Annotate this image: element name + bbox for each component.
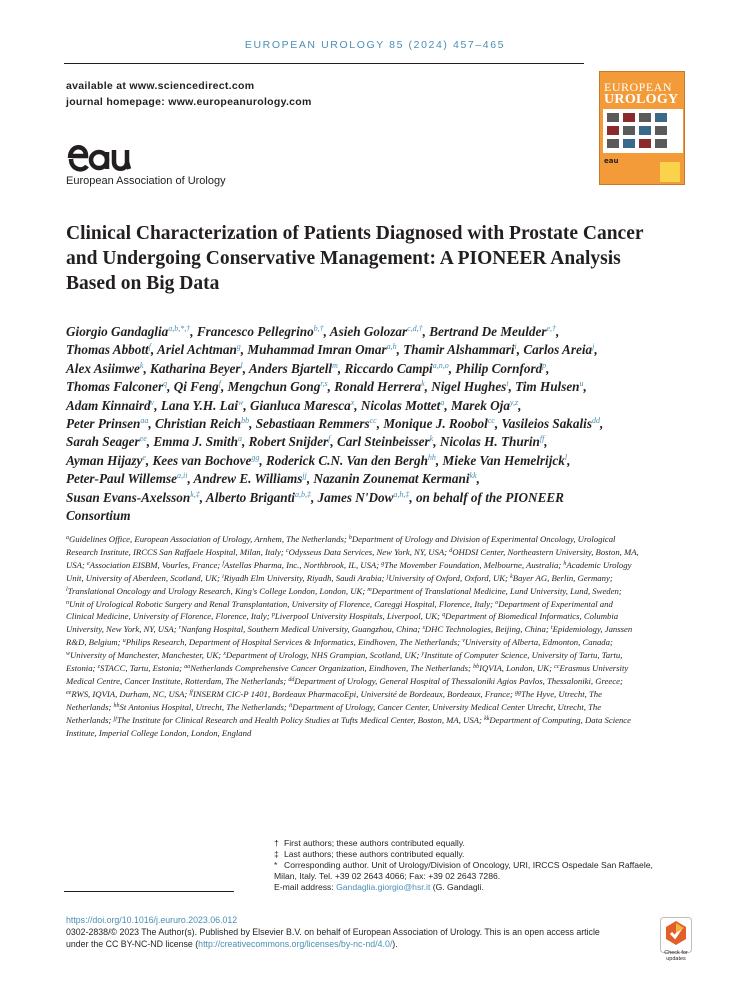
author-name: , Nazanin Zounemat Kermani [306, 471, 470, 487]
affiliation-text: Institute of Computer Science, University of Tartu, Tartu, [424, 650, 623, 661]
author-name: , Sebastiaan Remmers [249, 416, 370, 432]
affiliation-marker[interactable]: ee [139, 434, 147, 444]
affiliation-text: Netherlands; [66, 714, 114, 725]
author-name: , Mengchun Gong [220, 379, 321, 395]
affiliation-marker[interactable]: gg [251, 452, 260, 462]
affiliation-text: University, New York, NY, USA; [66, 624, 179, 635]
license-line [66, 938, 666, 950]
footnote-mark: ‡ [274, 849, 279, 860]
header-rule [64, 63, 584, 64]
author-name: , Christian Reich [148, 416, 242, 432]
affiliation-letter: f [222, 560, 225, 567]
affiliation-text: Translational Oncology and Urology Research, King's College London, London, UK; [67, 585, 368, 596]
author-name: , [544, 434, 548, 450]
affiliation-marker[interactable]: k [429, 434, 434, 444]
author-name: , [546, 360, 550, 376]
affiliation-marker[interactable]: a,ii [176, 471, 188, 481]
affiliation-letter: t [550, 625, 553, 632]
affiliation-marker[interactable]: e,† [546, 324, 557, 333]
affiliation-line [66, 585, 690, 598]
affiliation-letter: k [510, 573, 513, 580]
author-name: , Tim Hulsen [508, 379, 580, 395]
cover-eau-logo: eau [604, 157, 619, 165]
available-at-link[interactable]: available at www.sciencedirect.com [66, 80, 255, 92]
author-name: , Philip Cornford [448, 360, 543, 376]
email-line [274, 882, 704, 893]
affiliations [66, 533, 690, 740]
author-name: , [567, 452, 571, 468]
affiliation-text: Academic Urology [566, 559, 632, 570]
author-name: , Carlos Areia [516, 342, 593, 358]
affiliation-letter: hh [113, 702, 120, 709]
affiliation-letter: j [386, 573, 389, 580]
affiliation-text: Medical Centre, Cancer Institute, Rotterdam, The Netherlands; [66, 675, 289, 686]
affiliation-text: RWS, IQVIA, Durham, NC, USA; [71, 688, 190, 699]
affiliation-text: STACC, Tartu, Estonia; [99, 663, 185, 674]
affiliation-text: INSERM CIC-P 1401, Bordeaux PharmacoEpi, Université de Bordeaux, Bordeaux, France; [192, 688, 516, 699]
affiliation-letter: g [381, 560, 385, 567]
author-name: , Nigel Hughes [424, 379, 507, 395]
author-name: , Bertrand De Meulder [422, 324, 547, 339]
affiliation-marker[interactable]: k [421, 379, 425, 389]
author-name: Ayman Hijazy [66, 452, 143, 468]
author-line [66, 433, 696, 451]
check-for-updates-icon[interactable] [660, 917, 692, 953]
affiliation-text: Estonia; [66, 663, 98, 674]
affiliation-marker[interactable]: bb [241, 416, 250, 426]
affiliation-letter: bb [473, 664, 480, 671]
author-name: Adam Kinnaird [66, 397, 151, 413]
author-name: Peter-Paul Willemse [66, 471, 177, 487]
affiliation-letter: aa [184, 664, 191, 671]
affiliation-letter: ii [288, 702, 293, 709]
affiliation-letter: ee [66, 689, 72, 696]
affiliation-text: The Institute for Clinical Research and Health Policy Studies at Tufts Medical Center, Boston, MA, USA; [116, 714, 485, 725]
affiliation-line [66, 572, 690, 585]
author-line [66, 323, 696, 341]
author-name: , [556, 324, 560, 339]
author-name: , Ariel Achtman [150, 342, 237, 358]
affiliation-letter: r [178, 625, 182, 632]
affiliation-text: Department of Urology and Division of Experimental Oncology, Urological [351, 534, 616, 544]
author-name: , Asieh Golozar [323, 324, 408, 339]
affiliation-text: Epidemiology, Janssen [552, 624, 633, 635]
affiliation-marker[interactable]: hh [427, 452, 436, 462]
affiliation-marker[interactable]: dd [591, 416, 600, 426]
affiliation-marker[interactable]: a,h,‡ [393, 489, 410, 499]
author-name: , [599, 416, 604, 432]
affiliation-text: Department of Experimental and [498, 598, 613, 609]
title-line: Based on Big Data [66, 273, 220, 294]
author-name: , Monique J. Roobol [376, 416, 488, 432]
author-name: , [476, 471, 480, 487]
author-line [66, 341, 696, 359]
affiliation-letter: w [66, 651, 71, 658]
author-name: , Thamir Alshammari [396, 342, 515, 358]
author-line [66, 452, 696, 470]
affiliation-text: Institute, Imperial College London, London, England [66, 727, 252, 738]
author-name: , Lana Y.H. Lai [154, 397, 238, 413]
journal-reference: EUROPEAN UROLOGY 85 (2024) 457–465 [244, 39, 506, 51]
affiliation-letter: u [122, 638, 126, 645]
society-name: European Association of Urology [66, 175, 226, 187]
cover-impact-badge [660, 162, 680, 182]
author-name: , Alberto Briganti [199, 489, 295, 505]
affiliation-marker[interactable]: f [148, 342, 151, 352]
corresponding-author-contact: Milan, Italy. Tel. +39 02 2643 4066; Fax: +39 02 2643 7286. [274, 871, 501, 882]
author-line [66, 360, 696, 378]
footnote-text: Corresponding author. Unit of Urology/Division of Oncology, URI, IRCCS Ospedale San Raffaele, [284, 860, 653, 871]
footnote-mark: * [274, 860, 278, 871]
affiliation-line [66, 533, 690, 546]
author-name: , Qi Feng [167, 379, 219, 395]
affiliation-marker[interactable]: kk [469, 471, 477, 481]
doi-link[interactable]: https://doi.org/10.1016/j.eururo.2023.06.012 [66, 915, 238, 925]
affiliation-letter: x [223, 651, 226, 658]
affiliation-marker[interactable]: cc [487, 416, 495, 426]
affiliation-line [66, 610, 690, 623]
author-name: Susan Evans-Axelsson [66, 489, 191, 505]
affiliation-letter: c [285, 547, 289, 554]
license-link[interactable]: http://creativecommons.org/licenses/by-nc-nd/4.0/ [198, 939, 393, 950]
license-suffix: ). [392, 939, 398, 950]
article-title [66, 221, 706, 296]
author-name: Alex Asiimwe [66, 360, 140, 376]
check-for-updates-label [652, 950, 700, 962]
affiliation-text: Odysseus Data Services, New York, NY, USA; [288, 546, 450, 557]
affiliation-text: Nanfang Hospital, Southern Medical University, Guangzhou, China; [181, 624, 423, 635]
affiliation-marker[interactable]: ff [539, 434, 545, 444]
author-name: , [594, 342, 598, 358]
title-line: Clinical Characterization of Patients Diagnosed with Prostate Cancer [66, 223, 644, 244]
affiliation-marker[interactable]: a,n,o [432, 360, 449, 370]
affiliation-text: Riyadh Elm University, Riyadh, Saudi Arabia; [223, 572, 387, 583]
affiliation-marker[interactable]: j [592, 342, 595, 352]
author-name: , Gianluca Maresca [243, 397, 351, 413]
affiliation-text: Department of Computing, Data Science [489, 714, 632, 725]
author-name: , Carl Steinbeisser [330, 434, 430, 450]
affiliation-letter: m [367, 586, 372, 593]
affiliation-marker[interactable]: w [238, 397, 244, 407]
affiliation-text: University of Alberta, Edmonton, Canada; [464, 637, 613, 648]
author-name: , Riccardo Campi [337, 360, 433, 376]
author-name: , Nicolas Mottet [354, 397, 441, 413]
email-link[interactable]: Gandaglia.giorgio@hsr.it [336, 882, 431, 893]
affiliation-letter: kk [484, 715, 490, 722]
journal-homepage-link[interactable]: journal homepage: www.europeanurology.com [66, 96, 312, 108]
affiliation-line [66, 714, 690, 727]
author-line [66, 397, 696, 415]
affiliation-line [66, 662, 690, 675]
cover-title-line1: EUROPEAN [604, 80, 673, 94]
title-line: and Undergoing Conservative Management: A PIONEER Analysis [66, 248, 621, 269]
affiliation-marker[interactable]: a,b,‡ [294, 489, 311, 499]
cfu-line: Check for [664, 950, 688, 956]
affiliation-line [66, 649, 690, 662]
affiliation-letter: jj [113, 715, 117, 722]
affiliation-marker[interactable]: r,s [320, 379, 328, 389]
author-name: , Francesco Pellegrino [190, 324, 314, 339]
affiliation-marker[interactable]: p [542, 360, 547, 370]
footnotes [274, 838, 704, 893]
affiliation-marker[interactable]: jj [302, 471, 307, 481]
affiliation-text: The Hyve, Utrecht, The [521, 688, 602, 699]
affiliation-letter: p [271, 612, 275, 619]
cfu-line: updates [666, 956, 686, 962]
affiliation-letter: n [66, 599, 69, 606]
affiliation-marker[interactable]: y,z [509, 397, 519, 407]
affiliation-text: Unit, University of Aberdeen, Scotland, UK; [66, 572, 223, 583]
affiliation-line [66, 636, 690, 649]
copyright-line: 0302-2838/© 2023 The Author(s). Published by Elsevier B.V. on behalf of European Association of Urology. This is an open access article [66, 927, 600, 938]
affiliation-text: Guidelines Office, European Association of Urology, Arnhem, The Netherlands; [69, 534, 349, 544]
affiliation-text: Liverpool University Hospitals, Liverpool, UK; [274, 611, 443, 622]
affiliation-text: Netherlands Comprehensive Cancer Organization, Eindhoven, The Netherlands; [190, 663, 474, 674]
affiliation-letter: o [495, 599, 499, 606]
author-list [66, 323, 696, 525]
affiliation-text: Association EISBM, Vourles, France; [89, 559, 223, 570]
affiliation-line [66, 559, 690, 572]
author-name: , Mieke Van Hemelrijck [435, 452, 565, 468]
affiliation-marker[interactable]: a,b,*,† [168, 324, 191, 333]
affiliation-letter: l [66, 586, 68, 593]
affiliation-line [66, 675, 690, 688]
affiliation-text: OHDSI Center, Northeastern University, Boston, MA, [452, 546, 639, 557]
affiliation-marker[interactable]: i [514, 342, 517, 352]
author-name: Thomas Abbott [66, 342, 149, 358]
first-authors-note [274, 838, 704, 849]
affiliation-text: Department of Biomedical Informatics, Columbia [445, 611, 619, 622]
affiliation-text: Department of Urology, NHS Grampian, Scotland, UK; [225, 650, 422, 661]
affiliation-letter: e [87, 560, 90, 567]
affiliation-text: Bayer AG, Berlin, Germany; [512, 572, 613, 583]
author-name: , Katharina Beyer [143, 360, 241, 376]
affiliation-letter: cc [554, 664, 560, 671]
affiliation-letter: gg [515, 689, 522, 696]
author-name: , Robert Snijder [242, 434, 329, 450]
affiliation-letter: v [462, 638, 465, 645]
author-name: , [518, 397, 522, 413]
affiliation-marker[interactable]: aa [140, 416, 149, 426]
footnote-text: First authors; these authors contributed equally. [284, 838, 465, 848]
affiliation-letter: b [348, 535, 352, 541]
affiliation-text: Department of Translational Medicine, Lund University, Lund, Sweden; [371, 585, 622, 596]
footnote-mark: † [274, 838, 279, 848]
affiliation-marker[interactable]: e [142, 452, 146, 462]
affiliation-text: Erasmus University [559, 663, 629, 674]
affiliation-marker[interactable]: c,d,† [407, 324, 423, 333]
affiliation-line [66, 546, 690, 559]
affiliation-marker[interactable]: a [238, 434, 243, 444]
author-name: , Ronald Herrera [327, 379, 422, 395]
affiliation-letter: s [422, 625, 425, 632]
affiliation-text: R&D, Belgium; [66, 637, 123, 648]
journal-cover-image[interactable] [599, 71, 685, 185]
affiliation-marker[interactable]: l [240, 360, 243, 370]
author-name: , James N'Dow [310, 489, 394, 505]
affiliation-text: The Movember Foundation, Melbourne, Australia; [384, 559, 564, 570]
affiliation-letter: d [449, 547, 453, 554]
affiliation-text: Astellas Pharma, Inc., Northbrook, IL, USA; [224, 559, 382, 570]
affiliation-line [66, 701, 690, 714]
eau-logo-icon [66, 142, 136, 174]
author-line [66, 378, 696, 396]
footnote-text: Last authors; these authors contributed equally. [284, 849, 465, 860]
affiliation-marker[interactable]: l [564, 452, 568, 462]
author-name: , Marek Oja [444, 397, 510, 413]
cover-figure-band [603, 109, 683, 153]
author-name: , Kees van Bochove [145, 452, 252, 468]
affiliation-text: Department of Urology, General Hospital of Thessaloniki Agios Pavlos, Thessaloniki, Greece; [294, 675, 623, 686]
author-name: , Emma J. Smith [146, 434, 239, 450]
footnote-rule [64, 891, 234, 892]
author-name: Peter Prinsen [66, 416, 141, 432]
affiliation-text: Research Institute, IRCCS San Raffaele Hospital, Milan, Italy; [66, 546, 286, 557]
license-prefix: under the CC BY-NC-ND license ( [66, 939, 199, 950]
email-suffix: (G. Gandagli. [430, 882, 484, 893]
affiliation-line [66, 598, 690, 611]
author-name: , on behalf of the PIONEER [409, 489, 564, 505]
author-name: , Muhammad Imran Omar [240, 342, 387, 358]
author-name: , [583, 379, 587, 395]
affiliation-text: Unit of Urological Robotic Surgery and Renal Transplantation, University of Florence, Careggi Hospital, Florence, Italy; [69, 598, 496, 609]
affiliation-letter: i [222, 573, 224, 580]
affiliation-marker[interactable]: k,‡ [190, 489, 200, 499]
affiliation-letter: ff [189, 689, 193, 696]
author-name: Sarah Seager [66, 434, 140, 450]
affiliation-marker[interactable]: b,† [313, 324, 324, 333]
affiliation-text: University of Oxford, Oxford, UK; [388, 572, 511, 583]
affiliation-marker[interactable]: k [139, 360, 144, 370]
affiliation-marker[interactable]: x [350, 397, 355, 407]
author-line [66, 470, 696, 488]
affiliation-line [66, 688, 690, 701]
author-line [66, 415, 696, 433]
affiliation-letter: q [442, 612, 446, 619]
author-name: , Roderick C.N. Van den Bergh [259, 452, 428, 468]
affiliation-marker[interactable]: g [236, 342, 241, 352]
email-label: E-mail address: [274, 882, 337, 893]
affiliation-text: University of Manchester, Manchester, UK; [70, 650, 224, 661]
affiliation-letter: dd [288, 676, 295, 683]
affiliation-letter: z [97, 664, 100, 671]
corresponding-author-note [274, 860, 704, 871]
affiliation-line [66, 727, 690, 740]
affiliation-marker[interactable]: t [506, 379, 509, 389]
author-name: , Andrew E. Williams [187, 471, 303, 487]
author-name: Thomas Falconer [66, 379, 164, 395]
affiliation-marker[interactable]: q [163, 379, 168, 389]
author-name: Giorgio Gandaglia [66, 324, 169, 339]
affiliation-letter: y [421, 651, 425, 658]
affiliation-text: St Antonius Hospital, Utrecht, The Netherlands; [119, 701, 289, 712]
author-line [66, 507, 696, 525]
author-line [66, 489, 696, 507]
affiliation-marker[interactable]: m [332, 360, 338, 370]
publication-info [66, 914, 666, 951]
last-authors-note [274, 849, 704, 860]
author-name: , Nicolas H. Thurin [433, 434, 540, 450]
affiliation-line [66, 623, 690, 636]
affiliation-text: Department of Urology, Cancer Center, University Medical Center Utrecht, Utrecht, The [292, 701, 602, 712]
affiliation-text: DHC Technologies, Beijing, China; [424, 624, 551, 635]
affiliation-marker[interactable]: u [579, 379, 584, 389]
author-name: Consortium [66, 508, 131, 524]
affiliation-marker[interactable]: a [440, 397, 445, 407]
author-name: , Anders Bjartell [242, 360, 333, 376]
affiliation-marker[interactable]: cc [369, 416, 377, 426]
author-name: , Vasileios Sakalis [494, 416, 592, 432]
affiliation-letter: a [66, 535, 69, 541]
affiliation-marker[interactable]: f [328, 434, 331, 444]
affiliation-text: USA; [66, 559, 87, 570]
affiliation-marker[interactable]: v [150, 397, 155, 407]
affiliation-letter: h [563, 560, 567, 567]
cover-title-line2: UROLOGY [604, 92, 679, 107]
affiliation-text: Philips Research, Department of Hospital Services & Informatics, Eindhoven, The Netherlands; [125, 637, 463, 648]
affiliation-text: Netherlands; [66, 701, 114, 712]
affiliation-text: Clinical Medicine, University of Florence, Florence, Italy; [66, 611, 272, 622]
affiliation-text: IQVIA, London, UK; [479, 663, 555, 674]
affiliation-marker[interactable]: a,h [386, 342, 397, 352]
affiliation-marker[interactable]: f [218, 379, 221, 389]
